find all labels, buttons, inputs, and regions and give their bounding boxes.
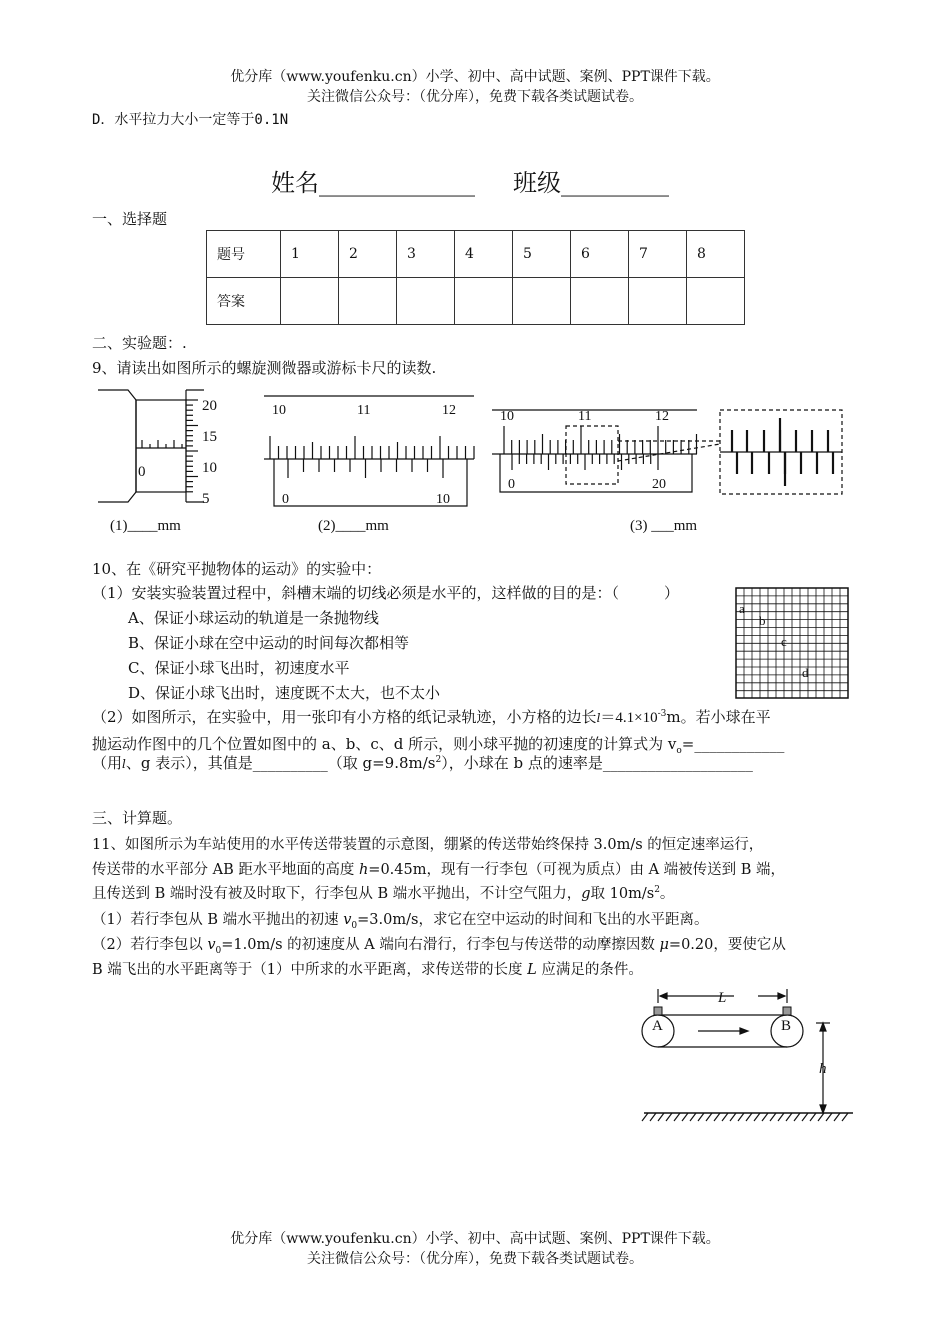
question-11-part-1: （1）若行李包从 B 端水平抛出的初速 $v_0=3.0m/s$，求它在空中运动的时间和飞出的水平距离。 xyxy=(92,912,709,931)
answer-cell[interactable] xyxy=(513,278,571,325)
section-1-title: 一、选择题 xyxy=(92,210,168,228)
micrometer-diagram xyxy=(98,390,204,502)
micrometer-scale-label: 20 xyxy=(202,398,217,414)
table-cell: 6 xyxy=(571,231,629,278)
question-10-title: 10、在《研究平抛物体的运动》的实验中： xyxy=(92,560,382,578)
scale-tick xyxy=(786,1113,792,1121)
trajectory-grid-figure xyxy=(735,587,850,699)
point-c-label: c xyxy=(781,634,787,649)
option-b: B、保证小球在空中运动的时间每次都相等 xyxy=(128,634,410,652)
question-11-line-2: 传送带的水平部分 AB 距水平地面的高度 h=0.45m，现有一行李包（可视为质点）由 A 端被传送到 B 端， xyxy=(92,862,786,878)
scale-tick xyxy=(778,1113,784,1121)
scale-tick xyxy=(738,1113,744,1121)
luggage-b xyxy=(783,1007,791,1015)
scale-tick xyxy=(650,1113,656,1121)
header-line-2: 关注微信公众号：（优分库），免费下载各类试题试卷。 xyxy=(307,89,643,105)
scale-tick xyxy=(770,1113,776,1121)
caliper-1-caption: (2)____mm xyxy=(318,518,389,534)
answer-cell[interactable] xyxy=(281,278,339,325)
question-10-part-2-line-3: （用l、g 表示），其值是__________（取 $g=9.8m/s^2$），小球在 b 点的速率是____________________ xyxy=(92,754,753,772)
question-11-part-2-line-1: （2）若行李包以 $v_0=1.0m/s$ 的初速度从 A 端向右滑行，行李包与传送带的动摩擦因数 μ=0.20，要使它从 xyxy=(92,937,786,956)
caliper-2-main-label: 12 xyxy=(655,409,669,424)
scale-tick xyxy=(754,1113,760,1121)
table-row xyxy=(207,231,745,278)
class-field: 班级_________ xyxy=(513,169,669,197)
option-d: D、保证小球飞出时，速度既不太大，也不太小 xyxy=(128,684,441,702)
footer-line-1: 优分库（www.youfenku.cn）小学、初中、高中试题、案例、PPT课件下载。 xyxy=(230,1231,720,1247)
answer-cell[interactable] xyxy=(397,278,455,325)
caliper-2-caption: (3) ___mm xyxy=(630,518,698,534)
scale-tick xyxy=(810,1113,816,1121)
scale-tick xyxy=(698,1113,704,1121)
table-cell: 2 xyxy=(339,231,397,278)
answer-cell[interactable] xyxy=(629,278,687,325)
table-cell: 8 xyxy=(687,231,745,278)
scale-tick xyxy=(826,1113,832,1121)
table-cell: 题号 xyxy=(207,231,281,278)
question-10-part-1: （1）安装实验装置过程中，斜槽末端的切线必须是水平的，这样做的目的是：（ ） xyxy=(92,584,680,602)
section-2-title: 二、实验题：. xyxy=(92,334,187,352)
table-cell: 4 xyxy=(455,231,513,278)
scale-tick xyxy=(642,1113,648,1121)
grid-lines xyxy=(736,588,848,698)
footer-line-2: 关注微信公众号：（优分库），免费下载各类试题试卷。 xyxy=(307,1251,643,1267)
answer-table xyxy=(206,230,745,325)
conveyor-belt-figure xyxy=(638,985,860,1127)
micrometer-scale-label: 15 xyxy=(202,429,217,445)
scale-tick xyxy=(682,1113,688,1121)
question-11-line-1: 11、如图所示为车站使用的水平传送带装置的示意图，绷紧的传送带始终保持 3.0m/s 的恒定速率运行， xyxy=(92,837,764,853)
micrometer-scale-label: 5 xyxy=(202,491,210,507)
scale-tick xyxy=(746,1113,752,1121)
answer-cell[interactable] xyxy=(455,278,513,325)
header-line-1: 优分库（www.youfenku.cn）小学、初中、高中试题、案例、PPT课件下载。 xyxy=(230,69,720,85)
scale-tick xyxy=(834,1113,840,1121)
section-3-title: 三、计算题。 xyxy=(92,809,183,827)
scale-tick xyxy=(730,1113,736,1121)
answer-cell[interactable] xyxy=(339,278,397,325)
question-10-part-2-line-1: （2）如图所示，在实验中，用一张印有小方格的纸记录轨迹，小方格的边长$l=4.1\times 10^{-3}m$。若小球在平 xyxy=(92,708,771,726)
caliper-2-main-label: 10 xyxy=(500,409,514,424)
scale-tick xyxy=(762,1113,768,1121)
measuring-instruments-figure xyxy=(92,386,862,516)
question-9: 9、请读出如图所示的螺旋测微器或游标卡尺的读数. xyxy=(92,359,437,377)
scale-tick xyxy=(802,1113,808,1121)
option-c: C、保证小球飞出时，初速度水平 xyxy=(128,659,350,677)
scale-tick xyxy=(842,1113,848,1121)
table-cell: 3 xyxy=(397,231,455,278)
end-b-label: B xyxy=(781,1018,792,1034)
micrometer-scale-label: 10 xyxy=(202,460,217,476)
question-10-part-2-line-2: 抛运动作图中的几个位置如图中的 a、b、c、d 所示，则小球平抛的初速度的计算式为 $v_o=\_\_\_\_\_\_\_\_\_\_\_\_$ xyxy=(92,735,785,756)
point-a-label: a xyxy=(739,601,745,616)
length-label: L xyxy=(718,990,727,1006)
luggage-a xyxy=(654,1007,662,1015)
previous-option-d: D．水平拉力大小一定等于0.1N xyxy=(92,112,289,128)
option-a: A、保证小球运动的轨道是一条抛物线 xyxy=(128,609,379,627)
point-d-label: d xyxy=(802,665,809,680)
height-label: h xyxy=(819,1061,827,1077)
end-a-label: A xyxy=(652,1018,663,1034)
micrometer-zero-label: 0 xyxy=(138,464,146,480)
caliper-1-main-label: 12 xyxy=(442,403,456,418)
scale-tick xyxy=(818,1113,824,1121)
scale-tick xyxy=(722,1113,728,1121)
scale-tick xyxy=(658,1113,664,1121)
table-cell: 1 xyxy=(281,231,339,278)
caliper-2-vernier-label: 0 xyxy=(508,477,515,492)
scale-tick xyxy=(714,1113,720,1121)
micrometer-labels xyxy=(138,398,217,507)
scale-tick xyxy=(690,1113,696,1121)
caliper-1-vernier-label: 10 xyxy=(436,492,450,507)
caliper-2-main-label: 11 xyxy=(578,409,592,424)
name-field: 姓名_____________ xyxy=(271,169,475,197)
scale-tick xyxy=(674,1113,680,1121)
answer-cell[interactable] xyxy=(571,278,629,325)
table-cell: 答案 xyxy=(207,278,281,325)
caliper-1-vernier-label: 0 xyxy=(282,492,289,507)
caliper-2-vernier-label: 20 xyxy=(652,477,666,492)
caliper-1-main-label: 11 xyxy=(357,403,371,418)
point-b-label: b xyxy=(759,613,766,628)
question-11-part-2-line-2: B 端飞出的水平距离等于（1）中所求的水平距离，求传送带的长度 L 应满足的条件。 xyxy=(92,962,643,978)
scale-tick xyxy=(706,1113,712,1121)
answer-cell[interactable] xyxy=(687,278,745,325)
scale-tick xyxy=(666,1113,672,1121)
question-11-line-3: 且传送到 B 端时没有被及时取下，行李包从 B 端水平抛出，不计空气阻力，g取 $10m/s^2$。 xyxy=(92,885,675,902)
table-row xyxy=(207,278,745,325)
caliper-1-main-label: 10 xyxy=(272,403,286,418)
micrometer-caption: (1)____mm xyxy=(110,518,181,534)
scale-tick xyxy=(794,1113,800,1121)
table-cell: 5 xyxy=(513,231,571,278)
table-cell: 7 xyxy=(629,231,687,278)
